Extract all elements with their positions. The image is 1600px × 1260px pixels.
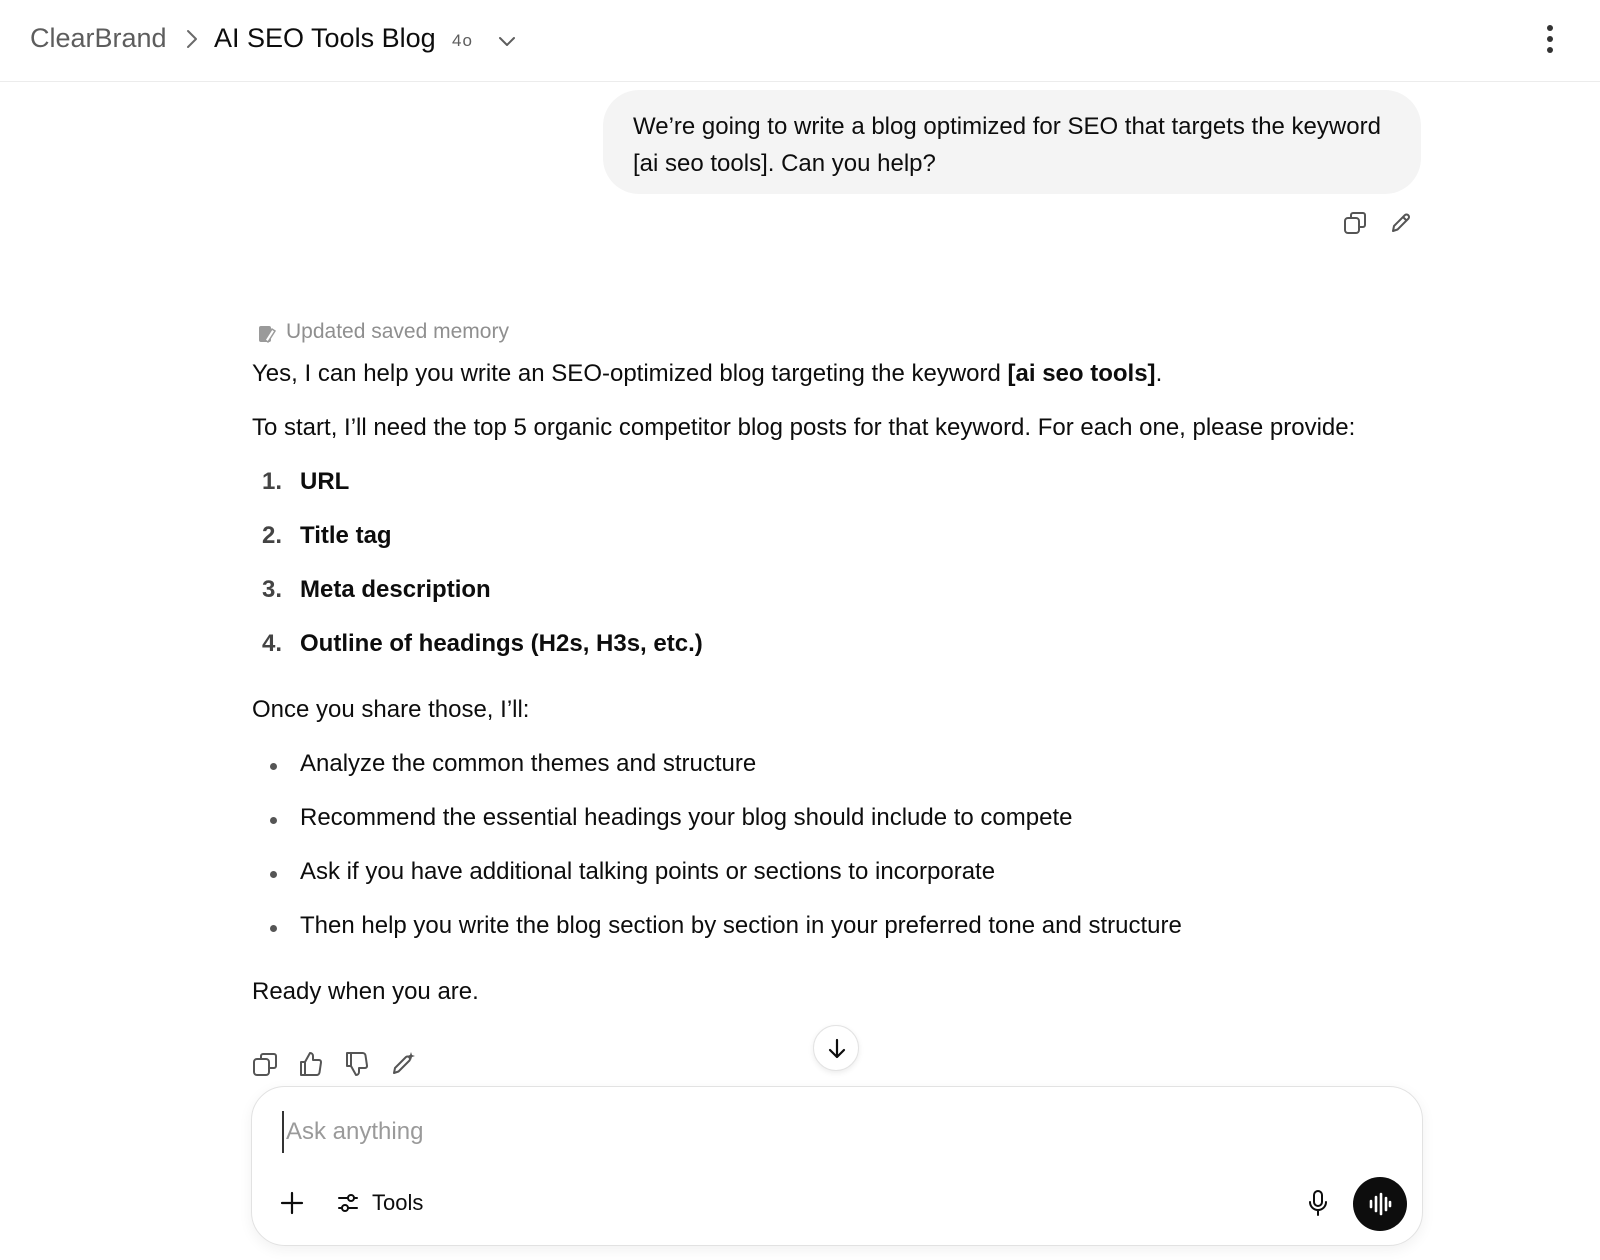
workspace-breadcrumb[interactable]: ClearBrand — [30, 23, 167, 53]
edit-icon[interactable] — [1388, 210, 1414, 236]
assistant-followup: Once you share those, I’ll: — [252, 696, 530, 723]
copy-icon[interactable] — [251, 1050, 279, 1078]
list-item: 1. URL — [262, 468, 350, 495]
prompt-input[interactable] — [282, 1111, 1288, 1153]
model-badge[interactable]: 4o — [452, 31, 473, 50]
assistant-request: To start, I’ll need the top 5 organic competitor blog posts for that keyword. For each one, please provide: — [252, 414, 1356, 441]
user-message-bubble: We’re going to write a blog optimized for SEO that targets the keyword [ai seo tools]. Can you help? — [603, 90, 1421, 194]
bullet-icon — [270, 925, 277, 932]
plus-icon[interactable] — [276, 1187, 308, 1219]
bullet-icon — [270, 763, 277, 770]
chevron-right-icon — [184, 28, 200, 50]
edit-sparkle-icon[interactable] — [389, 1050, 417, 1078]
thumbs-up-icon[interactable] — [297, 1050, 325, 1078]
list-item: 3. Meta description — [262, 576, 491, 603]
keyword: [ai seo tools] — [1007, 360, 1156, 387]
assistant-closing: Ready when you are. — [252, 978, 479, 1005]
arrow-down-icon — [825, 1037, 849, 1061]
sliders-icon — [336, 1191, 360, 1215]
composer — [251, 1086, 1423, 1246]
chat-header — [0, 0, 1600, 82]
copy-icon[interactable] — [1342, 210, 1368, 236]
bullet-icon — [270, 817, 277, 824]
voice-mode-button[interactable] — [1353, 1177, 1407, 1231]
memory-icon — [256, 323, 278, 345]
voice-mode-icon — [1366, 1190, 1394, 1218]
tools-label: Tools — [372, 1190, 424, 1215]
scroll-to-bottom-button[interactable] — [813, 1025, 859, 1071]
bullet-icon — [270, 871, 277, 878]
list-item: 4. Outline of headings (H2s, H3s, etc.) — [262, 630, 703, 657]
microphone-icon[interactable] — [1302, 1187, 1334, 1219]
assistant-intro: Yes, I can help you write an SEO-optimized blog targeting the keyword [ai seo tools]. — [252, 360, 1163, 387]
memory-note-label: Updated saved memory — [286, 320, 509, 343]
chevron-down-icon[interactable] — [496, 30, 518, 52]
more-vertical-icon[interactable] — [1538, 22, 1562, 56]
chat-title[interactable]: AI SEO Tools Blog — [214, 23, 436, 53]
list-item: 2. Title tag — [262, 522, 392, 549]
thumbs-down-icon[interactable] — [343, 1050, 371, 1078]
